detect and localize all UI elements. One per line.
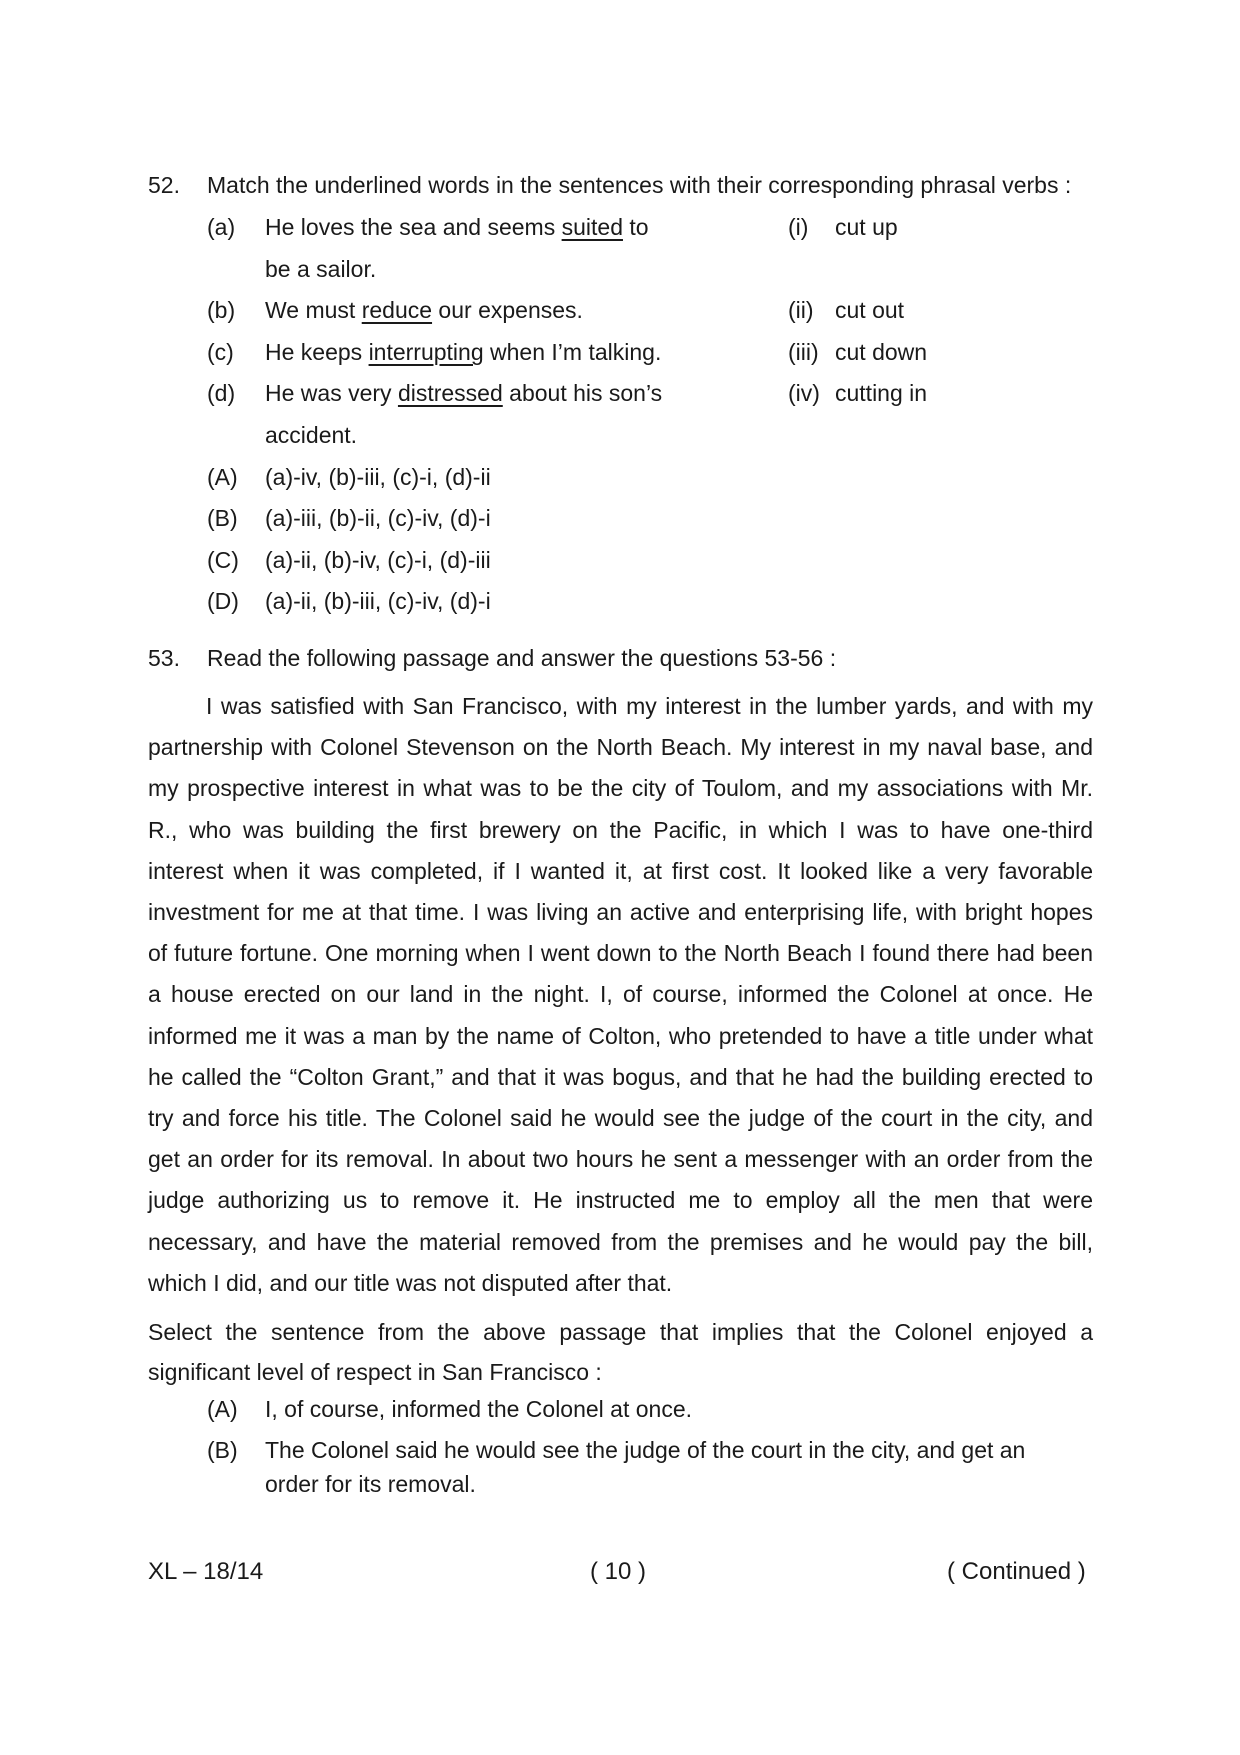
q52-item-a-label: (a)	[207, 214, 236, 240]
q52-option-c-text: (a)-ii, (b)-iv, (c)-i, (d)-iii	[265, 547, 491, 573]
underlined-word: interrupting	[368, 339, 484, 365]
passage-line: he called the “Colton Grant,” and that it was bogus, and that he had the building erected to	[148, 1063, 1093, 1090]
q52-number: 52.	[148, 172, 180, 198]
page-number: ( 10 )	[590, 1558, 647, 1585]
passage-line: partnership with Colonel Stevenson on the North Beach. My interest in my naval base, and	[148, 734, 1093, 761]
passage-line: investment for me at that time. I was living an active and enterprising life, with bright hopes	[148, 899, 1093, 926]
q52-item-c-text: He keeps interrupting when I’m talking.	[265, 339, 662, 365]
q52-option-a-text: (a)-iv, (b)-iii, (c)-i, (d)-ii	[265, 464, 491, 490]
passage-line: judge authorizing us to remove it. He instructed me to employ all the men that were	[148, 1187, 1093, 1214]
passage-line: which I did, and our title was not disputed after that.	[148, 1269, 673, 1296]
underlined-word: suited	[561, 214, 623, 240]
passage-line: of future fortune. One morning when I went down to the North Beach I found there had been	[148, 940, 1093, 967]
q52-option-a-label: (A)	[207, 464, 238, 490]
q52-phrase-i-text: cut up	[835, 214, 898, 240]
q53-prompt: Read the following passage and answer the questions 53-56 :	[207, 645, 837, 671]
q52-phrase-iv-label: (iv)	[788, 380, 820, 406]
paper-code: XL – 18/14	[148, 1558, 264, 1585]
q52-option-b-text: (a)-iii, (b)-ii, (c)-iv, (d)-i	[265, 505, 491, 531]
q53-option-a-label: (A)	[207, 1396, 238, 1422]
q53-option-b-text: The Colonel said he would see the judge of the court in the city, and get an	[265, 1437, 1026, 1463]
q52-item-c-label: (c)	[207, 339, 234, 365]
underlined-word: reduce	[361, 297, 433, 323]
q52-phrase-ii-label: (ii)	[788, 297, 814, 323]
q52-phrase-ii-text: cut out	[835, 297, 905, 323]
q52-item-d-continuation: accident.	[265, 422, 358, 448]
q53-passage	[148, 686, 1093, 1304]
q52-phrase-i-label: (i)	[788, 214, 809, 240]
passage-line: informed me it was a man by the name of Colton, who pretended to have a title under what	[148, 1022, 1093, 1049]
passage-line: I was satisfied with San Francisco, with my interest in the lumber yards, and with my	[206, 693, 1093, 719]
q52-option-c-label: (C)	[207, 547, 239, 573]
q53-option-b-label: (B)	[207, 1437, 238, 1463]
underlined-word: distressed	[397, 380, 503, 406]
q53-question-line1: Select the sentence from the above passage that implies that the Colonel enjoyed a	[148, 1319, 1093, 1345]
passage-line: get an order for its removal. In about two hours he sent a messenger with an order from the	[148, 1146, 1093, 1173]
q52-option-d-label: (D)	[207, 588, 239, 614]
q52-option-b-label: (B)	[207, 505, 238, 531]
q52-phrase-iii-text: cut down	[835, 339, 928, 365]
q52-item-a-continuation: be a sailor.	[265, 256, 377, 282]
q53-option-a-text: I, of course, informed the Colonel at once.	[265, 1396, 693, 1422]
passage-line: interest when it was completed, if I wanted it, at first cost. It looked like a very favorable	[148, 857, 1093, 884]
q52-prompt: Match the underlined words in the sentences with their corresponding phrasal verbs :	[207, 172, 1072, 198]
passage-line: a house erected on our land in the night. I, of course, informed the Colonel at once. He	[148, 981, 1093, 1008]
passage-line: R., who was building the first brewery on the Pacific, in which I was to have one-third	[148, 816, 1093, 843]
q52-phrase-iii-label: (iii)	[788, 339, 819, 365]
q52-item-d-label: (d)	[207, 380, 236, 406]
passage-line: try and force his title. The Colonel said he would see the judge of the court in the city, and	[148, 1105, 1093, 1132]
q52-option-d-text: (a)-ii, (b)-iii, (c)-iv, (d)-i	[265, 588, 491, 614]
q53-question-line2: significant level of respect in San Francisco :	[148, 1359, 602, 1385]
passage-line: necessary, and have the material removed from the premises and he would pay the bill,	[148, 1228, 1093, 1255]
q52-item-b-text: We must reduce our expenses.	[265, 297, 583, 323]
q53-option-b-continuation: order for its removal.	[265, 1471, 476, 1497]
continued-label: ( Continued )	[947, 1558, 1086, 1585]
passage-line: my prospective interest in what was to be the city of Toulom, and my associations with Mr.	[148, 775, 1093, 802]
q52-item-a-text: He loves the sea and seems suited to	[265, 214, 649, 240]
q53-question	[148, 1312, 1093, 1392]
q52-phrase-iv-text: cutting in	[835, 380, 928, 406]
q53-number: 53.	[148, 645, 180, 671]
q52-item-d-text: He was very distressed about his son’s	[265, 380, 663, 406]
q52-item-b-label: (b)	[207, 297, 236, 323]
